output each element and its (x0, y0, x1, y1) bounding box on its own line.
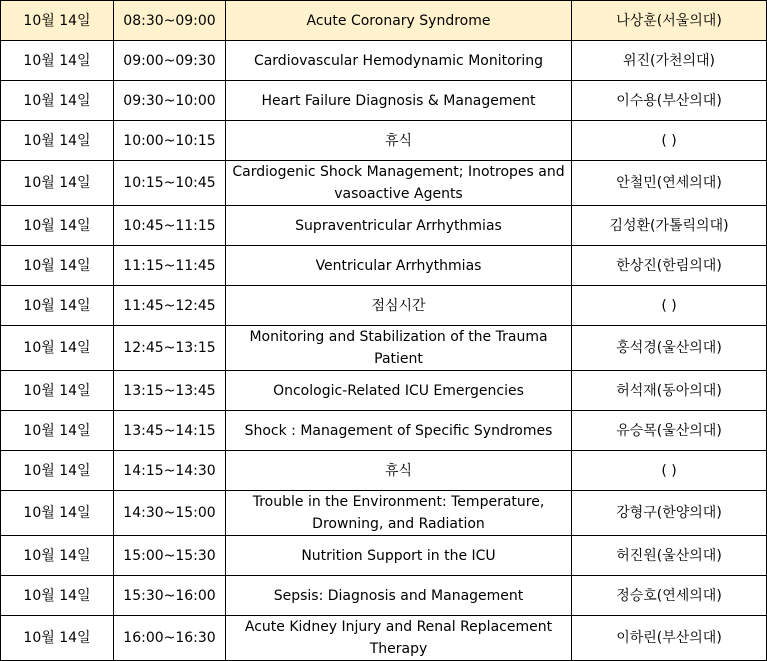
date-cell: 10월 14일 (1, 616, 114, 661)
title-cell: Sepsis: Diagnosis and Management (226, 576, 572, 616)
speaker-cell: 정승호(연세의대) (572, 576, 767, 616)
table-row (1, 286, 767, 326)
speaker-cell: 허진원(울산의대) (572, 536, 767, 576)
table-row (1, 576, 767, 616)
title-cell: 휴식 (226, 451, 572, 491)
title-cell: 점심시간 (226, 286, 572, 326)
time-cell: 09:00~09:30 (114, 41, 226, 81)
table-row (1, 41, 767, 81)
table-row (1, 206, 767, 246)
title-cell: Ventricular Arrhythmias (226, 246, 572, 286)
speaker-cell: ( ) (572, 286, 767, 326)
table-row (1, 121, 767, 161)
table-row (1, 246, 767, 286)
date-cell: 10월 14일 (1, 286, 114, 326)
table-row (1, 371, 767, 411)
title-cell: Acute Coronary Syndrome (226, 1, 572, 41)
speaker-cell: 김성환(가톨릭의대) (572, 206, 767, 246)
title-cell: Monitoring and Stabilization of the Trauma Patient (226, 326, 572, 371)
table-row (1, 161, 767, 206)
time-cell: 15:30~16:00 (114, 576, 226, 616)
date-cell: 10월 14일 (1, 1, 114, 41)
title-cell: Acute Kidney Injury and Renal Replacement Therapy (226, 616, 572, 661)
table-row (1, 536, 767, 576)
title-cell: Oncologic-Related ICU Emergencies (226, 371, 572, 411)
date-cell: 10월 14일 (1, 491, 114, 536)
time-cell: 16:00~16:30 (114, 616, 226, 661)
speaker-cell: 강형구(한양의대) (572, 491, 767, 536)
date-cell: 10월 14일 (1, 246, 114, 286)
title-cell: Trouble in the Environment: Temperature, Drowning, and Radiation (226, 491, 572, 536)
table-row (1, 451, 767, 491)
date-cell: 10월 14일 (1, 81, 114, 121)
title-cell: 휴식 (226, 121, 572, 161)
speaker-cell: ( ) (572, 121, 767, 161)
time-cell: 10:00~10:15 (114, 121, 226, 161)
speaker-cell: 유승목(울산의대) (572, 411, 767, 451)
time-cell: 12:45~13:15 (114, 326, 226, 371)
title-cell: Supraventricular Arrhythmias (226, 206, 572, 246)
speaker-cell: 허석재(동아의대) (572, 371, 767, 411)
title-cell: Heart Failure Diagnosis & Management (226, 81, 572, 121)
time-cell: 14:30~15:00 (114, 491, 226, 536)
speaker-cell: 위진(가천의대) (572, 41, 767, 81)
date-cell: 10월 14일 (1, 161, 114, 206)
date-cell: 10월 14일 (1, 326, 114, 371)
time-cell: 11:45~12:45 (114, 286, 226, 326)
table-row (1, 411, 767, 451)
title-cell: Nutrition Support in the ICU (226, 536, 572, 576)
speaker-cell: 한상진(한림의대) (572, 246, 767, 286)
time-cell: 10:45~11:15 (114, 206, 226, 246)
date-cell: 10월 14일 (1, 371, 114, 411)
schedule-body (1, 1, 767, 661)
time-cell: 08:30~09:00 (114, 1, 226, 41)
time-cell: 15:00~15:30 (114, 536, 226, 576)
date-cell: 10월 14일 (1, 206, 114, 246)
date-cell: 10월 14일 (1, 41, 114, 81)
time-cell: 09:30~10:00 (114, 81, 226, 121)
table-row (1, 491, 767, 536)
time-cell: 13:15~13:45 (114, 371, 226, 411)
speaker-cell: ( ) (572, 451, 767, 491)
date-cell: 10월 14일 (1, 451, 114, 491)
table-row (1, 81, 767, 121)
speaker-cell: 홍석경(울산의대) (572, 326, 767, 371)
title-cell: Cardiovascular Hemodynamic Monitoring (226, 41, 572, 81)
date-cell: 10월 14일 (1, 411, 114, 451)
date-cell: 10월 14일 (1, 536, 114, 576)
table-row (1, 326, 767, 371)
time-cell: 14:15~14:30 (114, 451, 226, 491)
speaker-cell: 안철민(연세의대) (572, 161, 767, 206)
speaker-cell: 이하린(부산의대) (572, 616, 767, 661)
time-cell: 13:45~14:15 (114, 411, 226, 451)
date-cell: 10월 14일 (1, 576, 114, 616)
table-row (1, 1, 767, 41)
title-cell: Cardiogenic Shock Management; Inotropes and vasoactive Agents (226, 161, 572, 206)
title-cell: Shock : Management of Specific Syndromes (226, 411, 572, 451)
date-cell: 10월 14일 (1, 121, 114, 161)
time-cell: 11:15~11:45 (114, 246, 226, 286)
speaker-cell: 이수용(부산의대) (572, 81, 767, 121)
table-row (1, 616, 767, 661)
time-cell: 10:15~10:45 (114, 161, 226, 206)
speaker-cell: 나상훈(서울의대) (572, 1, 767, 41)
